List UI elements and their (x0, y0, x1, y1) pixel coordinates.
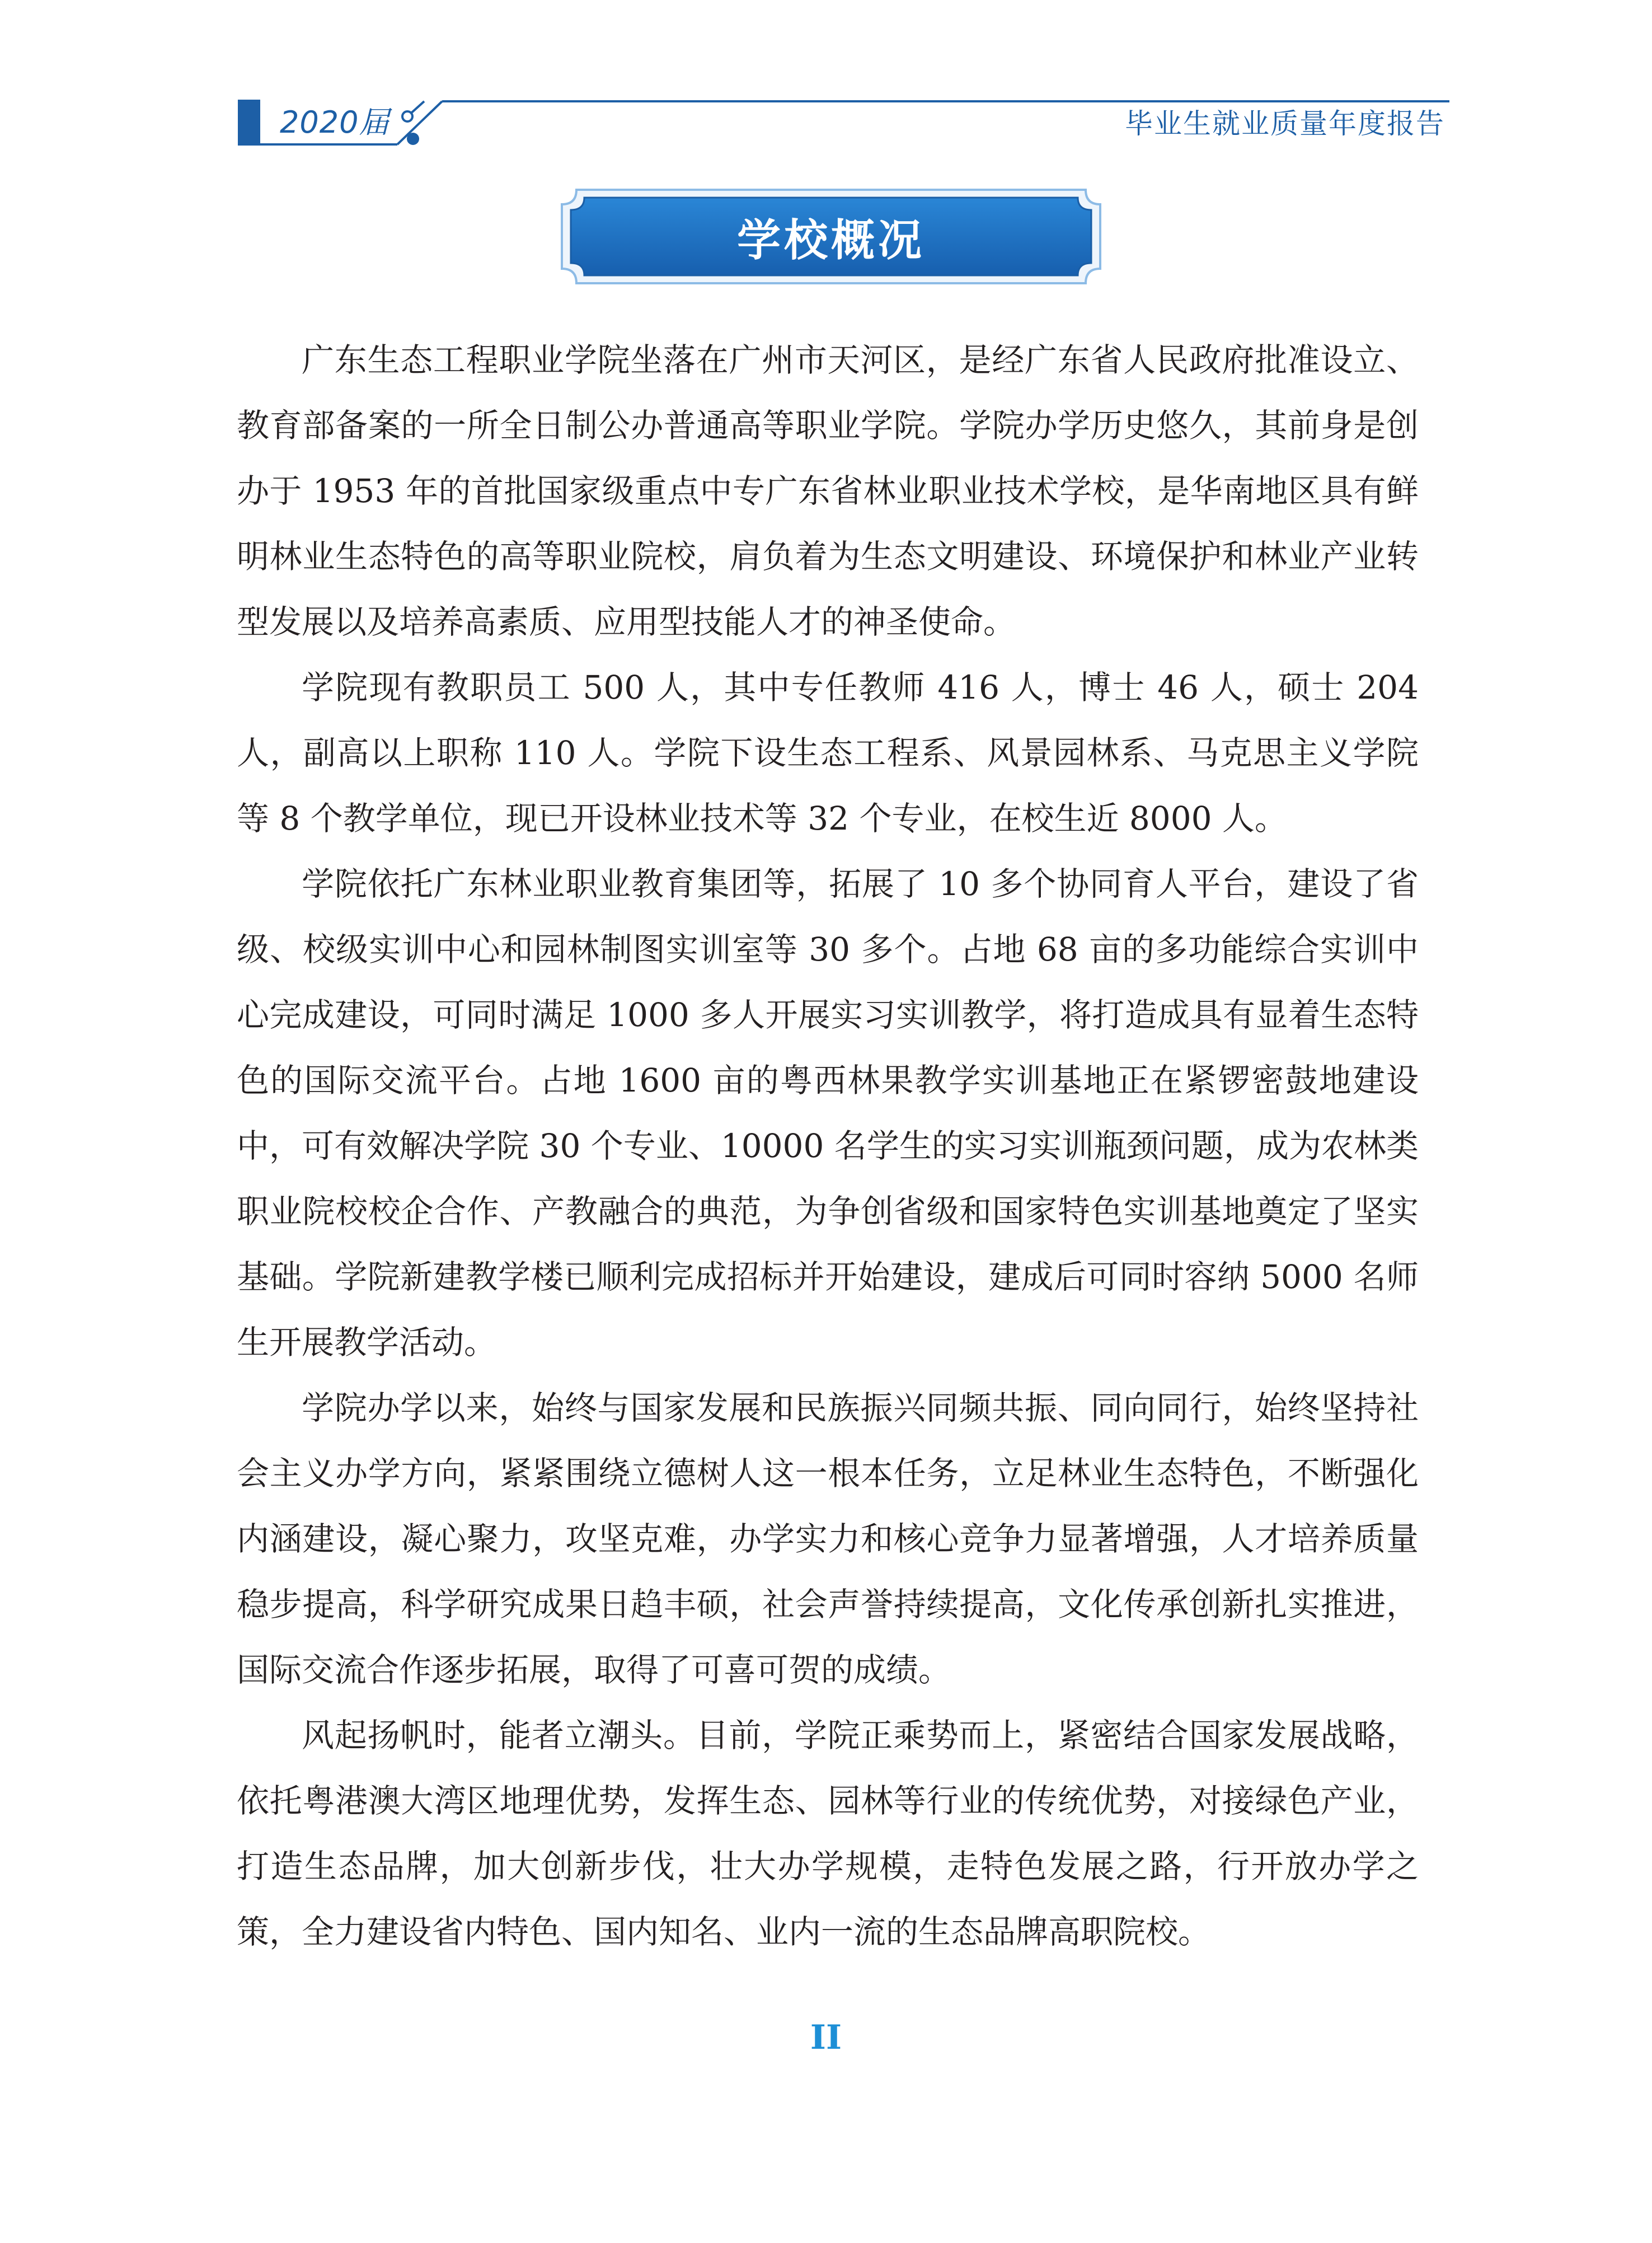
paragraph-outlook: 风起扬帆时，能者立潮头。目前，学院正乘势而上，紧密结合国家发展战略，依托粤港澳大湾区地理优势，发挥生态、园林等行业的传统优势，对接绿色产业，打造生态品牌，加大创新步伐，壮大办学规模，走特色发展之路，行开放办学之策，全力建设省内特色、国内知名、业内一流的生态品牌高职院校。 (237, 1716, 1419, 1951)
section-title-banner (560, 188, 1102, 285)
header-diagonal-rule (397, 101, 442, 144)
page-header (0, 0, 1652, 168)
paragraph-training: 学院依托广东林业职业教育集团等，拓展了 10 多个协同育人平台，建设了省级、校级实训中心和园林制图实训室等 30 多个。占地 68 亩的多功能综合实训中心完成建设，可同时满足 1000 多人开展实习实训教学，将打造成具有显着生态特色的国际交流平台。占地 1600 亩的粤西林果教学实训基地正在紧锣密鼓地建设中，可有效解决学院 30 个专业、10000 名学生的实习实训瓶颈问题，成为农林类职业院校校企合作、产教融合的典范，为争创省级和国家特色实训基地奠定了坚实基础。学院新建教学楼已顺利完成招标并开始建设，建成后可同时容纳 5000 名师生开展教学活动。 (237, 865, 1419, 1361)
section-title: 学校概况 (736, 215, 925, 266)
page-number: II (810, 2018, 842, 2057)
header-year-label: 2020届 (280, 105, 390, 140)
header-report-title: 毕业生就业质量年度报告 (1125, 107, 1445, 140)
paragraph-staff: 学院现有教职员工 500 人，其中专任教师 416 人，博士 46 人，硕士 204 人，副高以上职称 110 人。学院下设生态工程系、风景园林系、马克思主义学院等 8 个教学单位，现已开设林业技术等 32 个专业，在校生近 8000 人。 (237, 668, 1419, 837)
header-circuit-dot-2 (407, 133, 419, 145)
body-text (237, 327, 1419, 1965)
paragraph-achievements: 学院办学以来，始终与国家发展和民族振兴同频共振、同向同行，始终坚持社会主义办学方向，紧紧围绕立德树人这一根本任务，立足林业生态特色，不断强化内涵建设，凝心聚力，攻坚克难，办学实力和核心竞争力显著增强，人才培养质量稳步提高，科学研究成果日趋丰硕，社会声誉持续提高，文化传承创新扎实推进，国际交流合作逐步拓展，取得了可喜可贺的成绩。 (237, 1389, 1419, 1689)
header-accent-block (238, 100, 260, 143)
paragraph-intro: 广东生态工程职业学院坐落在广州市天河区，是经广东省人民政府批准设立、教育部备案的一所全日制公办普通高等职业学院。学院办学历史悠久，其前身是创办于 1953 年的首批国家级重点中专广东省林业职业技术学校，是华南地区具有鲜明林业生态特色的高等职业院校，肩负着为生态文明建设、环境保护和林业产业转型发展以及培养高素质、应用型技能人才的神圣使命。 (237, 341, 1419, 641)
header-circuit-dot-1 (402, 111, 412, 121)
